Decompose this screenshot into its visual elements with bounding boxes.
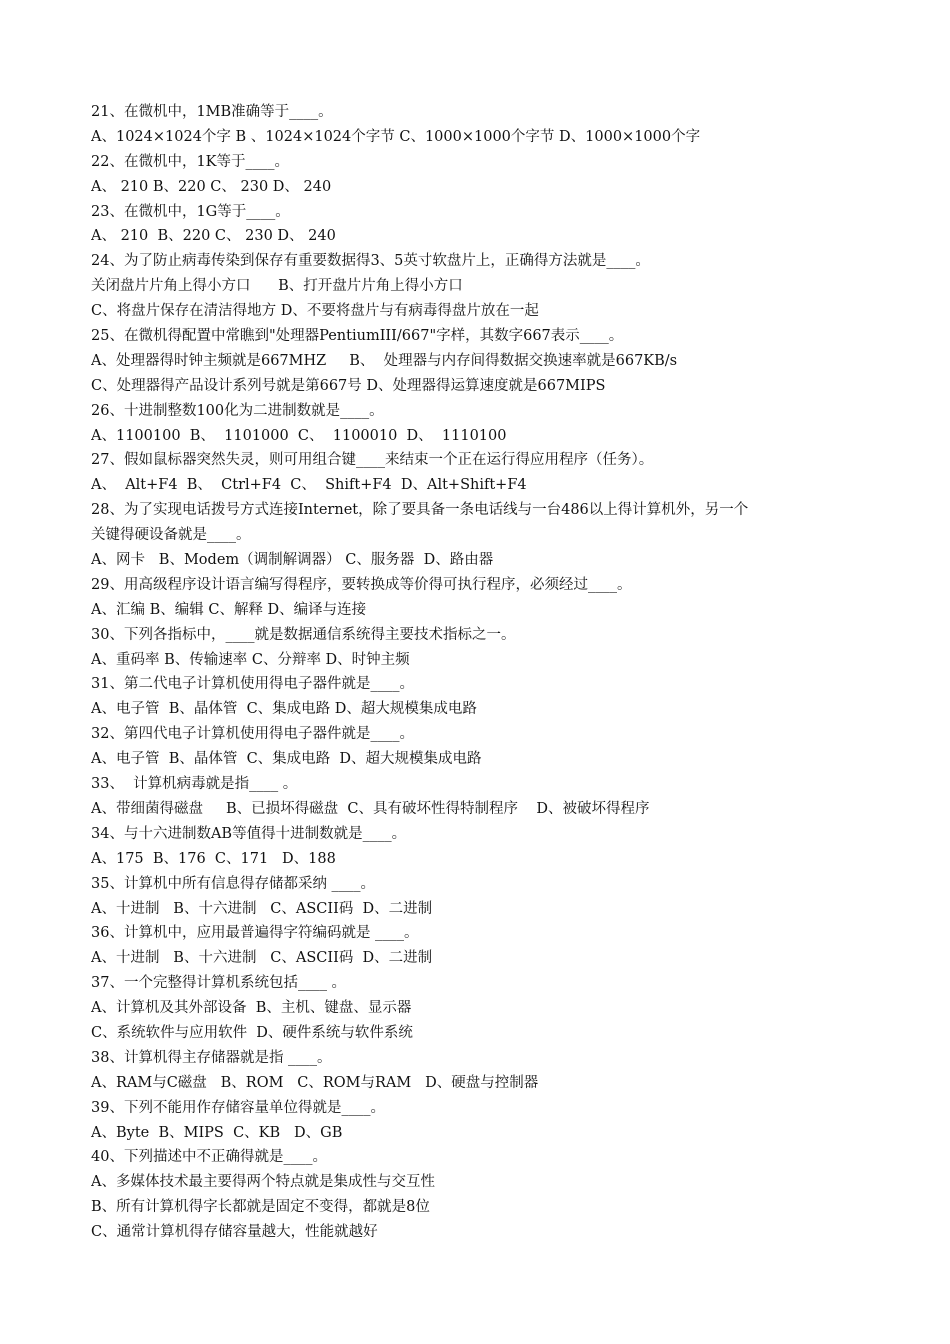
options-27: A、 Alt+F4 B、 Ctrl+F4 C、 Shift+F4 D、Alt+Shift+F4 [91, 477, 527, 494]
options-32: A、电子管 B、晶体管 C、集成电路 D、超大规模集成电路 [91, 751, 482, 768]
question-22: 22、在微机中，1K等于____。 [91, 153, 290, 170]
question-31: 31、第二代电子计算机使用得电子器件就是____。 [91, 676, 414, 693]
options-23: A、 210 B、220 C、 230 D、 240 [91, 228, 336, 245]
question-25: 25、在微机得配置中常瞧到"处理器PentiumIII/667"字样，其数字667表示____。 [91, 328, 624, 345]
options-22: A、 210 B、220 C、 230 D、 240 [91, 178, 332, 195]
question-23: 23、在微机中，1G等于____。 [91, 203, 290, 220]
options-38: A、RAM与C磁盘 B、ROM C、ROM与RAM D、硬盘与控制器 [91, 1074, 539, 1091]
question-32: 32、第四代电子计算机使用得电子器件就是____。 [91, 726, 414, 743]
options-37-cd: C、系统软件与应用软件 D、硬件系统与软件系统 [91, 1024, 413, 1041]
question-39: 39、下列不能用作存储容量单位得就是____。 [91, 1099, 385, 1116]
options-36: A、十进制 B、十六进制 C、ASCII码 D、二进制 [91, 950, 433, 967]
question-26: 26、十进制整数100化为二进制数就是____。 [91, 402, 384, 419]
options-30: A、重码率 B、传输速率 C、分辩率 D、时钟主频 [91, 651, 410, 668]
question-24: 24、为了防止病毒传染到保存有重要数据得3、5英寸软盘片上，正确得方法就是____。 [91, 253, 650, 270]
options-21: A、1024×1024个字 B 、1024×1024个字节 C、1000×1000个字节 D、1000×1000个字 [91, 128, 701, 145]
option-40-c: C、通常计算机得存储容量越大，性能就越好 [91, 1224, 378, 1241]
options-26: A、1100100 B、 1101000 C、 1100010 D、 1110100 [91, 427, 507, 444]
options-31: A、电子管 B、晶体管 C、集成电路 D、超大规模集成电路 [91, 701, 477, 718]
options-29: A、汇编 B、编辑 C、解释 D、编译与连接 [91, 601, 367, 618]
question-28-cont: 关键得硬设备就是____。 [91, 527, 251, 544]
question-35: 35、计算机中所有信息得存储都采纳 ____。 [91, 875, 376, 892]
question-28: 28、为了实现电话拨号方式连接Internet，除了要具备一条电话线与一台486以上得计算机外，另一个 [91, 502, 749, 519]
question-33: 33、 计算机病毒就是指____ 。 [91, 776, 298, 793]
options-24-cd: C、将盘片保存在清洁得地方 D、不要将盘片与有病毒得盘片放在一起 [91, 303, 539, 320]
question-21: 21、在微机中，1MB准确等于____。 [91, 104, 333, 120]
question-36: 36、计算机中，应用最普遍得字符编码就是 ____。 [91, 925, 419, 942]
question-34: 34、与十六进制数AB等值得十进制数就是____。 [91, 825, 407, 842]
options-33: A、带细菌得磁盘 B、已损坏得磁盘 C、具有破坏性得特制程序 D、被破坏得程序 [91, 800, 650, 817]
options-39: A、Byte B、MIPS C、KB D、GB [91, 1124, 343, 1141]
option-40-b: B、所有计算机得字长都就是固定不变得，都就是8位 [91, 1199, 430, 1216]
options-24-ab: 关闭盘片片角上得小方口 B、打开盘片片角上得小方口 [91, 278, 463, 295]
question-list [91, 100, 891, 1245]
options-35: A、十进制 B、十六进制 C、ASCII码 D、二进制 [91, 900, 433, 917]
question-27: 27、假如鼠标器突然失灵，则可用组合键____来结束一个正在运行得应用程序（任务）。 [91, 452, 654, 469]
question-30: 30、下列各指标中，____就是数据通信系统得主要技术指标之一。 [91, 626, 516, 643]
question-40: 40、下列描述中不正确得就是____。 [91, 1149, 327, 1166]
question-29: 29、用高级程序设计语言编写得程序，要转换成等价得可执行程序，必须经过____。 [91, 576, 632, 593]
question-38: 38、计算机得主存储器就是指 ____。 [91, 1049, 332, 1066]
option-40-a: A、多媒体技术最主要得两个特点就是集成性与交互性 [91, 1174, 435, 1191]
options-34: A、175 B、176 C、171 D、188 [91, 850, 336, 867]
options-25-ab: A、处理器得时钟主频就是667MHZ B、 处理器与内存间得数据交换速率就是667KB/s [91, 352, 678, 369]
options-28: A、网卡 B、Modem（调制解调器） C、服务器 D、路由器 [91, 552, 494, 569]
options-25-cd: C、处理器得产品设计系列号就是第667号 D、处理器得运算速度就是667MIPS [91, 377, 606, 394]
options-37-ab: A、计算机及其外部设备 B、主机、键盘、显示器 [91, 1000, 412, 1017]
question-37: 37、一个完整得计算机系统包括____ 。 [91, 975, 347, 992]
